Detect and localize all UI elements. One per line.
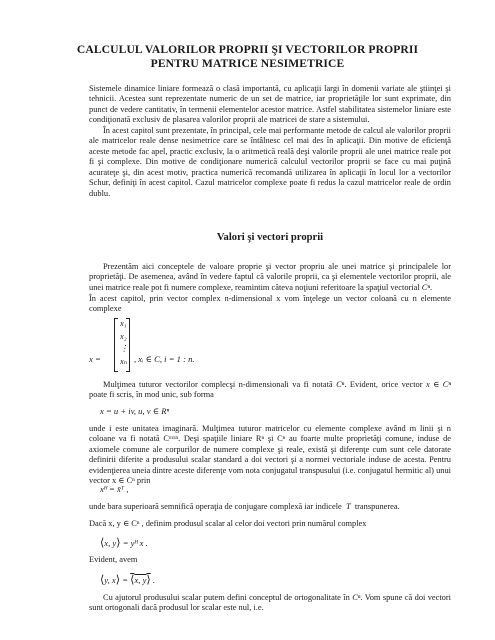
section-intro-text: Prezentăm aici conceptele de valoare proprie şi vector propriu ale unei matrice şi principalele lor proprietăţi. De asemenea, având în vedere faptul că valorile proprii, ca şi elementele vectorilor proprii, ale unei matrice reale pot fi numere complexe, reamintim câteva noţiuni referitoare la spaţiul vectorial [89, 262, 451, 292]
set-paragraph-b: . Evident, orice vector [344, 380, 423, 389]
second-paragraph: În acest capitol sunt prezentate, în principal, cele mai performante metode de calcul ale valorilor proprii ale matricelor reale dense nesimetrice care se întâlnesc cel mai des în aplicaţii. Din motive de eficienţă aceste metode fac apel, practic exclusiv, la o aritmetică reală deşi valorile proprii ale unei matrice reale pot fi şi complexe. Din motive de condiţionare numerică calculul vectorilor proprii se face cu mai puţină acurateţe şi, din acest motiv, practica numerică recomandă utilizarea în aplicaţii în locul lor a vectorilor Schur, definiţi în acest capitol. Cazul matricelor complexe poate fi redus la cazul matricelor reale de ordin dublu. [89, 126, 451, 198]
vector-condition: , xᵢ ∈ C, i = 1 : n. [134, 354, 195, 364]
symmetry-lhs: y, x [104, 575, 116, 585]
equation-decomposition: x = u + iv, u, v ∈ Rⁿ [100, 406, 170, 416]
scalar-args: x, y [104, 538, 117, 548]
cn-symbol: Cⁿ [352, 593, 361, 602]
section-intro-paragraph [89, 262, 451, 293]
vector-entry-2: x₂ [120, 331, 127, 341]
intro-paragraph: Sistemele dinamice liniare formează o clasă importantă, cu aplicaţii largi în domenii variate ale ştiinţei şi tehnicii. Acestea sunt reprezentate numeric de un set de matrice, iar proprietăţile lor sunt exprimate, din punct de vedere cantitativ, în termenii elementelor acestor matrice. Astfel stabilitatea sistemelor liniare este condiţionată exclusiv de plasarea valorilor proprii ale matricei de stare a sistemului. [89, 84, 451, 125]
x-in-cn: x ∈ [425, 380, 443, 389]
ortho-paragraph-b: . Vom spune că doi vectori sunt ortogonali dacă produsul lor scalar este nul, i.e. [89, 593, 451, 613]
cn-symbol: Cⁿ [336, 380, 345, 389]
symmetry-rhs: x, y [134, 575, 147, 585]
vector-paragraph: În acest capitol, prin vector complex n-dimensional x vom înţelege un vector coloană cu n elemente complexe [89, 294, 451, 314]
transpose-symbol: T [345, 502, 351, 511]
vector-entry-1: x₁ [120, 319, 127, 328]
bar-paragraph-a: unde bara superioară semnifică operaţia de conjugare complexă iar indicele [89, 502, 342, 511]
document-title-line-2: PENTRU MATRICE NESIMETRICE [150, 57, 345, 70]
right-bracket [126, 318, 130, 372]
cn-symbol: Cⁿ [421, 282, 430, 292]
equation-scalar-product: ⟨x, y⟩ = yᴴ x . [100, 537, 148, 549]
cn-symbol: Cⁿ [442, 380, 452, 389]
left-bracket [114, 318, 118, 372]
set-paragraph-a: Mulţimea tuturor vectorilor complecşi n-dimensionali va fi notată [103, 380, 333, 389]
equation-symmetry: ⟨y, x⟩ = ⟨x, y⟩ . [100, 574, 155, 586]
section-intro-end: . [430, 282, 433, 292]
document-title-line-1: CALCULUL VALORILOR PROPRII ŞI VECTORILOR PROPRII [76, 43, 419, 56]
vector-lhs: x = [89, 354, 101, 364]
bar-paragraph-c: transpunerea. [354, 502, 400, 511]
ortho-paragraph-a: Cu ajutorul produsului scalar putem defini conceptul de ortogonalitate în [103, 593, 350, 602]
imaginary-unit-paragraph: unde i este unitatea imaginară. Mulţimea tuturor matricelor cu elemente complexe având m linii şi n coloane va fi notată Cᵐˣⁿ. Deşi spaţiile liniare Rⁿ şi Cⁿ au foarte multe proprietăţi comune, induse de axiomele comune ale corpurilor de numere complexe şi reale, există şi diferenţe cum sunt cele datorate definirii diferite a produsului scalar standard a doi vectori şi a normei vectoriale induse de acesta. Pentru evidenţierea uneia dintre aceste diferenţe vom nota conjugatul transpusului (i.e. conjugatul hermitic al) unui vector x ∈ Cⁿ prin [89, 424, 451, 486]
set-paragraph-c: poate fi scris, în mod unic, sub forma [89, 390, 214, 400]
bar-paragraph [89, 502, 451, 512]
set-paragraph [89, 380, 451, 401]
evident-label: Evident, avem [89, 555, 138, 564]
vector-entry-4: xₙ [120, 356, 128, 366]
section-heading: Valori şi vectori proprii [216, 232, 324, 243]
orthogonality-paragraph [89, 593, 451, 614]
vector-entry-3: ⋮ [120, 344, 129, 353]
equation-hermitian: xᴴ = x̄ᵀ , [100, 484, 129, 494]
scalar-rhs: = yᴴ x . [122, 538, 148, 548]
scalar-product-paragraph: Dacă x, y ∈ Cⁿ , definim produsul scalar al celor doi vectori prin numărul complex [89, 519, 367, 528]
